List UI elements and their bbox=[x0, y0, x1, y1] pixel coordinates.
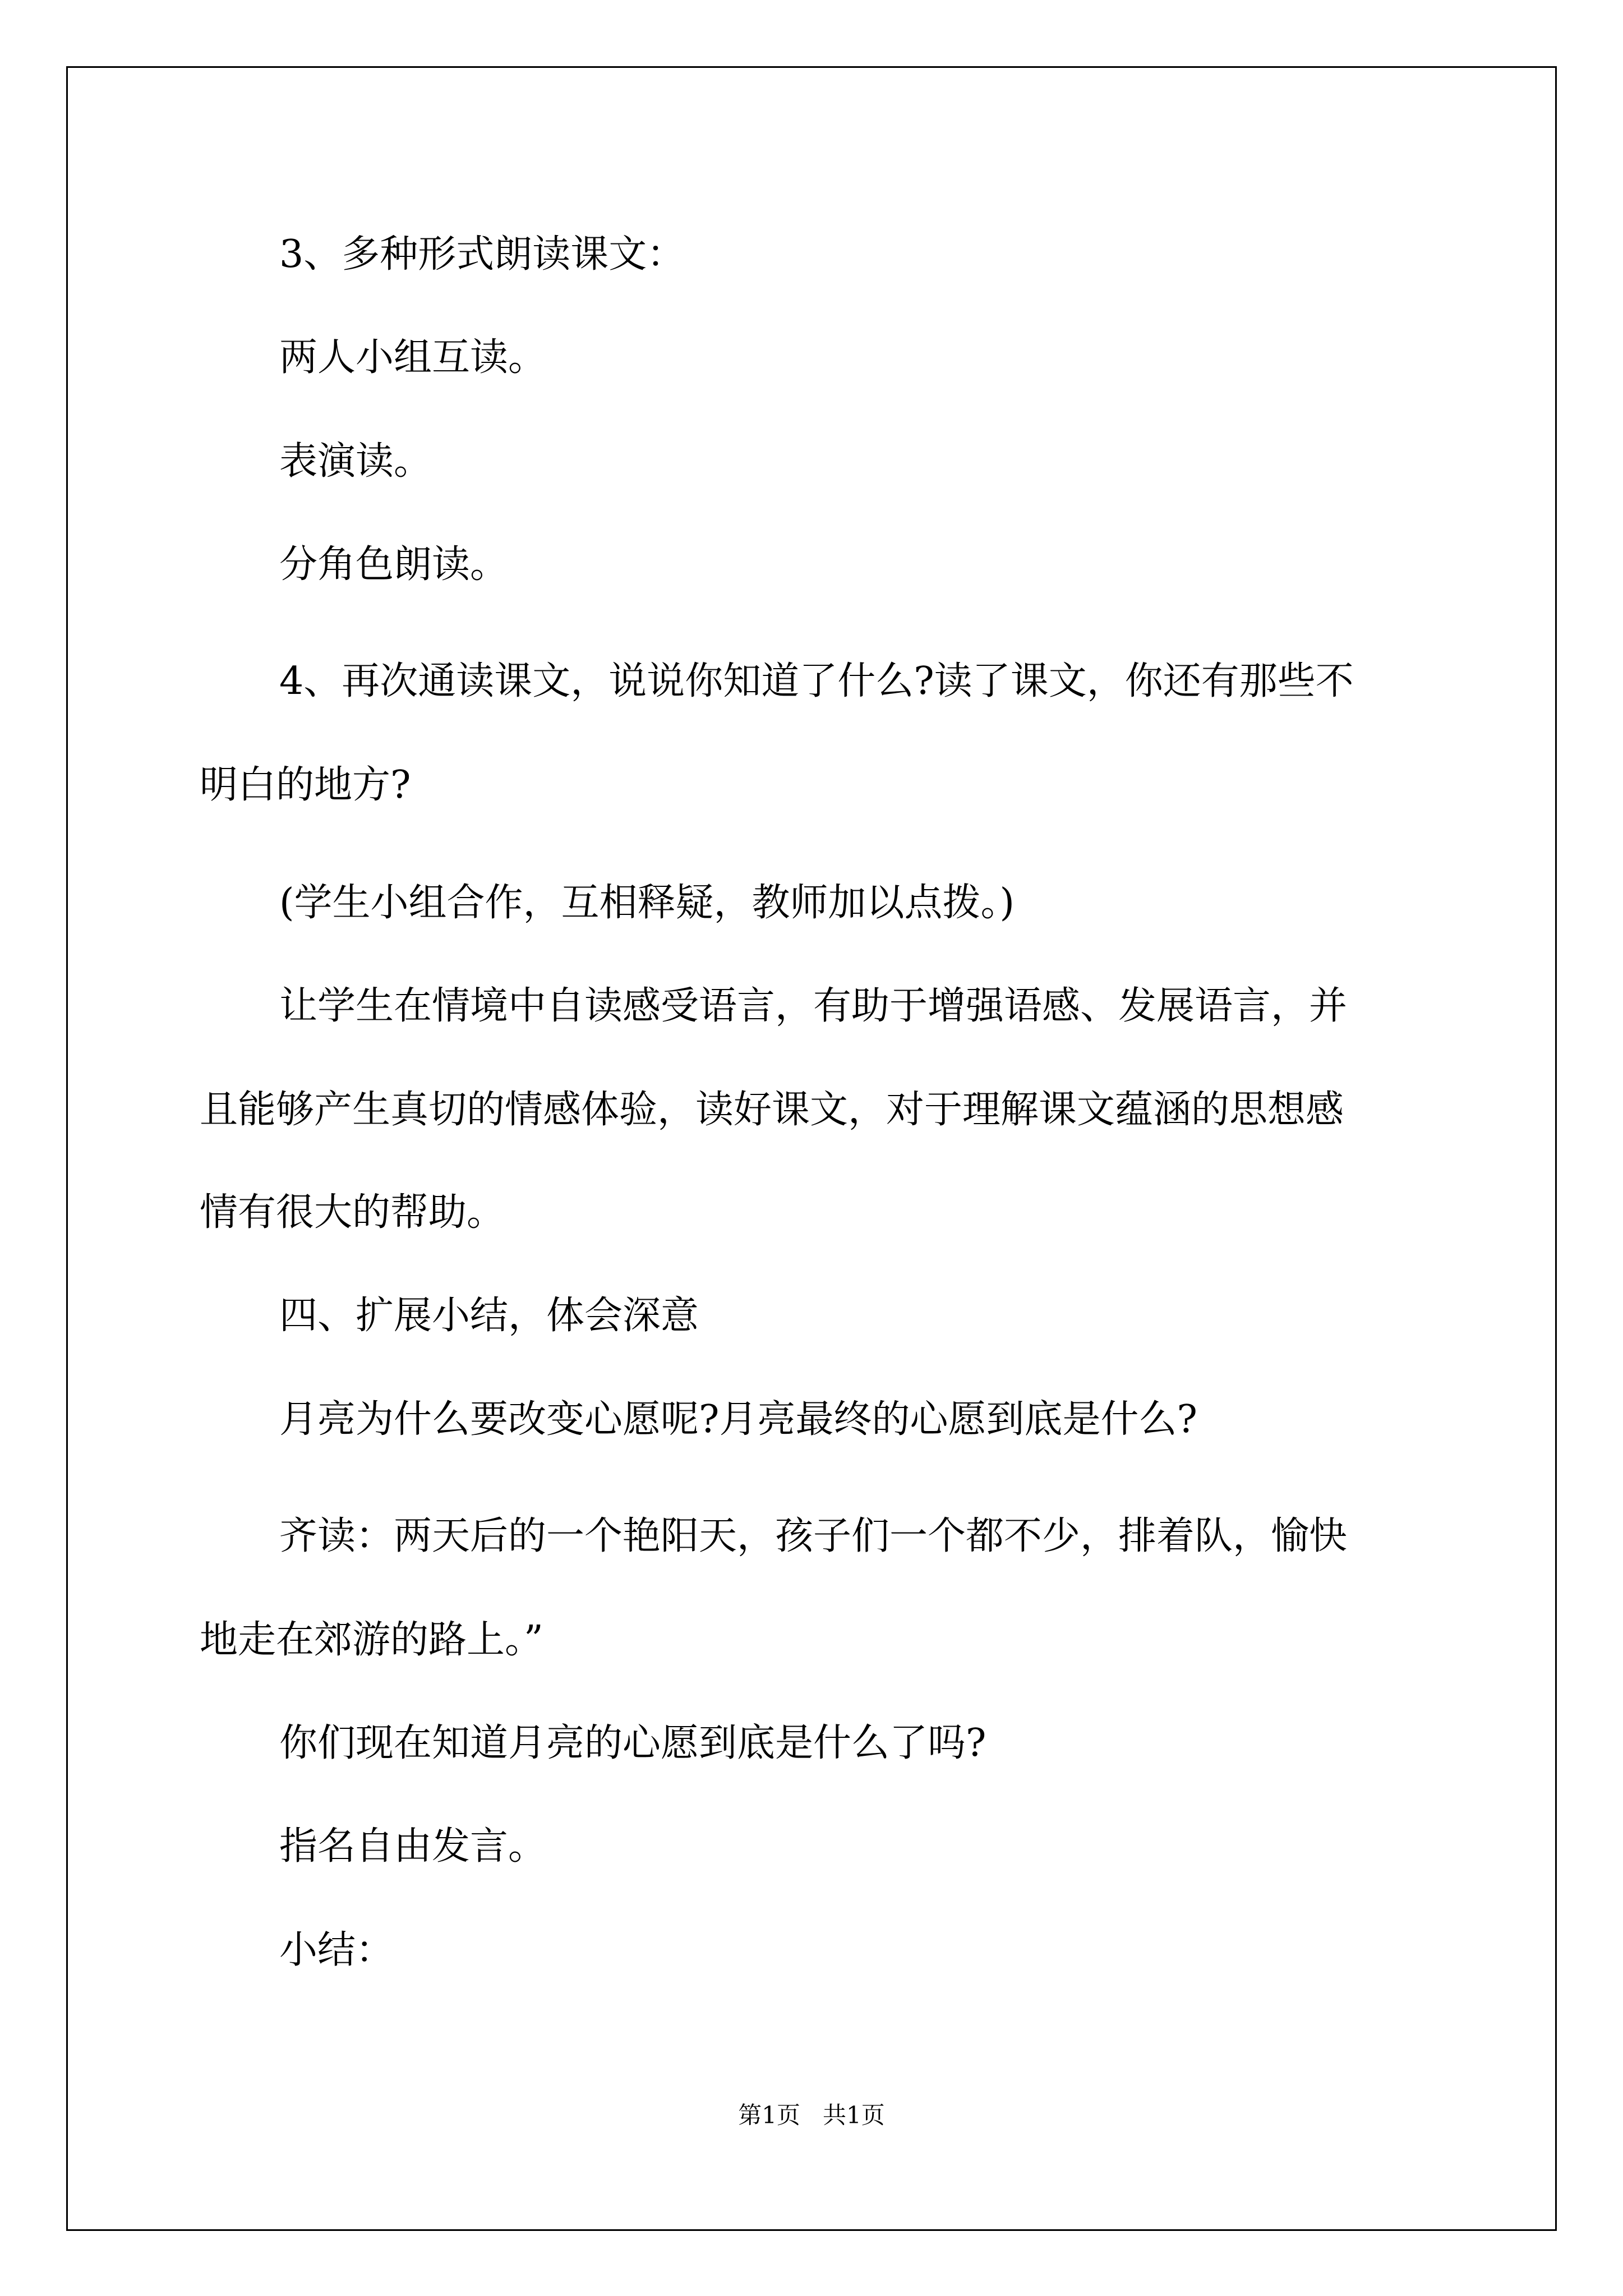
paragraph-line: 小结： bbox=[279, 1928, 394, 1972]
paragraph-line: 你们现在知道月亮的心愿到底是什么了吗? bbox=[279, 1721, 986, 1765]
paragraph-line: 指名自由发言。 bbox=[279, 1824, 547, 1869]
page-number: 第1页 bbox=[738, 2101, 800, 2129]
paragraph-line: 两人小组互读。 bbox=[279, 335, 547, 380]
paragraph-line: 且能够产生真切的情感体验，读好课文，对于理解课文蕴涵的思想感 bbox=[200, 1088, 1344, 1132]
paragraph-line: 情有很大的帮助。 bbox=[200, 1190, 505, 1235]
page-border bbox=[66, 66, 1557, 2231]
paragraph-line: 3、多种形式朗读课文： bbox=[279, 232, 685, 277]
paragraph-line: 齐读：两天后的一个艳阳天，孩子们一个都不少，排着队，愉快 bbox=[279, 1514, 1348, 1558]
page-footer bbox=[0, 2101, 1623, 2129]
paragraph-line: 分角色朗读。 bbox=[279, 542, 509, 587]
paragraph-line: 让学生在情境中自读感受语言，有助于增强语感、发展语言，并 bbox=[279, 984, 1348, 1028]
paragraph-line: 明白的地方? bbox=[200, 763, 411, 807]
paragraph-line: 4、再次通读课文，说说你知道了什么?读了课文，你还有那些不 bbox=[279, 659, 1354, 703]
page-total: 共1页 bbox=[823, 2101, 885, 2129]
paragraph-line: 月亮为什么要改变心愿呢?月亮最终的心愿到底是什么? bbox=[279, 1397, 1197, 1442]
paragraph-line: (学生小组合作，互相释疑，教师加以点拨。) bbox=[279, 881, 1015, 925]
paragraph-line: 四、扩展小结，体会深意 bbox=[279, 1294, 699, 1338]
paragraph-line: 地走在郊游的路上。” bbox=[200, 1618, 543, 1662]
paragraph-line: 表演读。 bbox=[279, 439, 432, 484]
